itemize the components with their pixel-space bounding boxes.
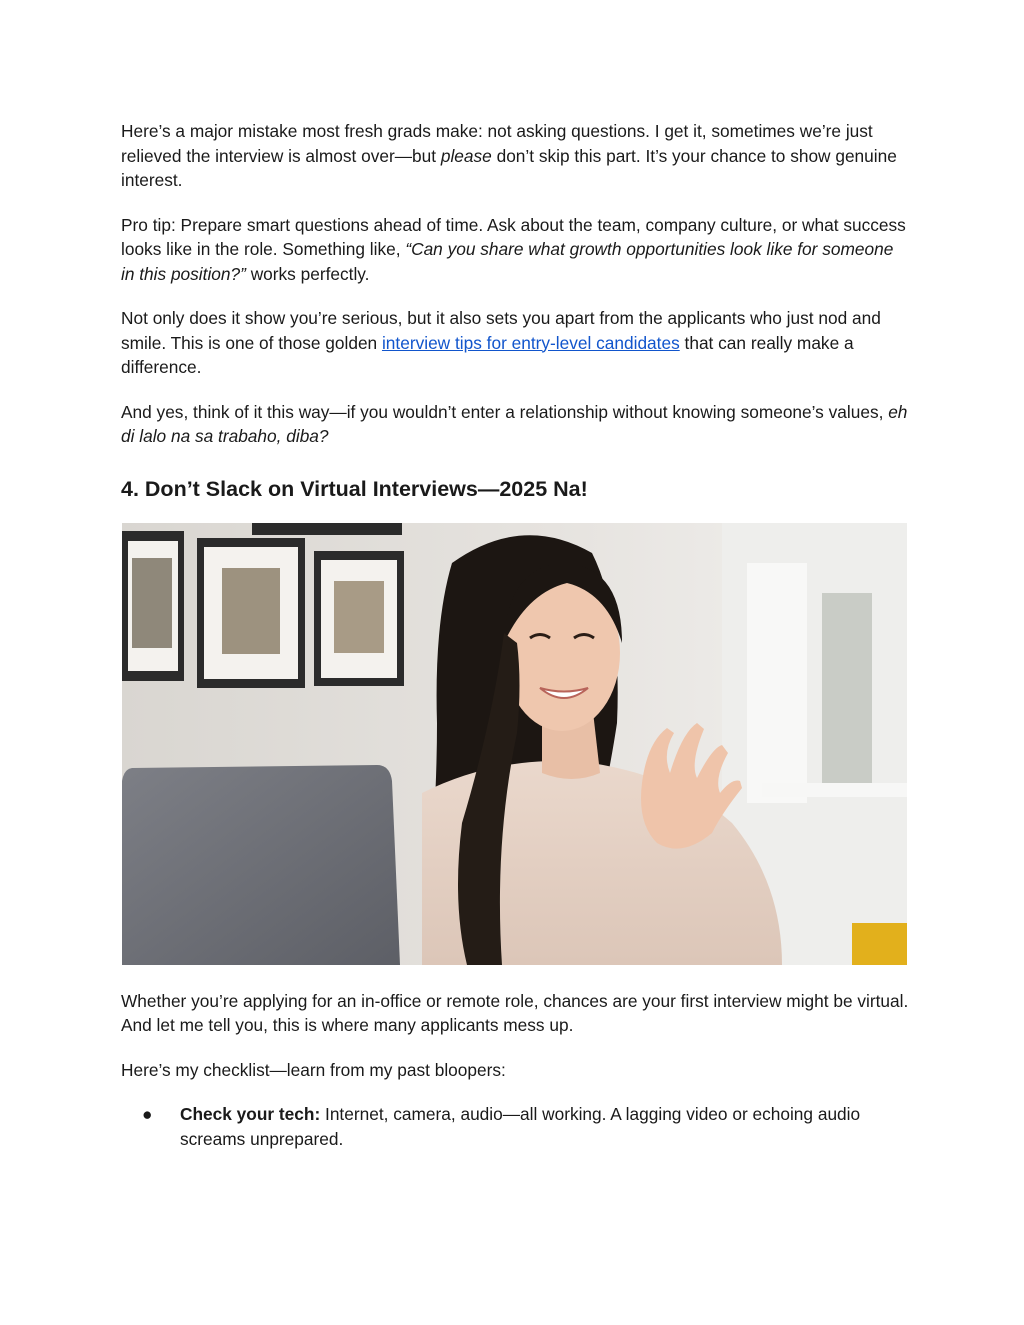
emphasis-quote: “Can you share what growth opportunities look like for someone in this position?” <box>121 239 894 284</box>
photo-woman-video-call <box>122 523 907 965</box>
paragraph-text: Not only does it show you’re serious, but it also sets you apart from the applicants who just nod and smile. This is one of those golden <box>121 308 881 353</box>
emphasis-text: eh di lalo na sa trabaho, diba? <box>121 401 908 446</box>
paragraph-virtual: Whether you’re applying for an in-office or remote role, chances are your first interview might be virtual. And let me tell you, this is where many applicants mess up. <box>121 990 909 1035</box>
photo-illustration <box>122 523 907 965</box>
paragraph-relationship <box>121 400 911 449</box>
checklist <box>121 1102 911 1151</box>
paragraph-questions <box>121 119 911 193</box>
section-heading: 4. Don’t Slack on Virtual Interviews—2025 Na! <box>121 476 588 501</box>
list-item <box>142 1102 911 1151</box>
bullet-icon: ● <box>142 1104 153 1124</box>
paragraph-sets-apart <box>121 306 911 380</box>
paragraph-text: that can really make a difference. <box>121 332 854 377</box>
list-item-text: Internet, camera, audio—all working. A lagging video or echoing audio screams unprepared. <box>180 1104 861 1149</box>
interview-tips-link[interactable]: interview tips for entry-level candidates <box>381 332 680 353</box>
paragraph-text: don’t skip this part. It’s your chance to show genuine interest. <box>121 145 897 190</box>
paragraph-text: works perfectly. <box>245 263 370 284</box>
paragraph-text: Here’s a major mistake most fresh grads make: not asking questions. I get it, sometimes we’re just relieved the interview is almost over—but <box>121 121 873 166</box>
emphasis-text: please <box>440 145 492 166</box>
paragraph-pro-tip <box>121 213 911 287</box>
paragraph-text: And yes, think of it this way—if you wouldn’t enter a relationship without knowing someone’s values, <box>121 401 889 422</box>
paragraph-checklist-intro: Here’s my checklist—learn from my past bloopers: <box>121 1059 506 1080</box>
document-body <box>121 119 911 1151</box>
list-item-title: Check your tech: <box>180 1104 321 1124</box>
paragraph-text: Pro tip: Prepare smart questions ahead of time. Ask about the team, company culture, or what success looks like in the role. Something like, <box>121 214 906 259</box>
